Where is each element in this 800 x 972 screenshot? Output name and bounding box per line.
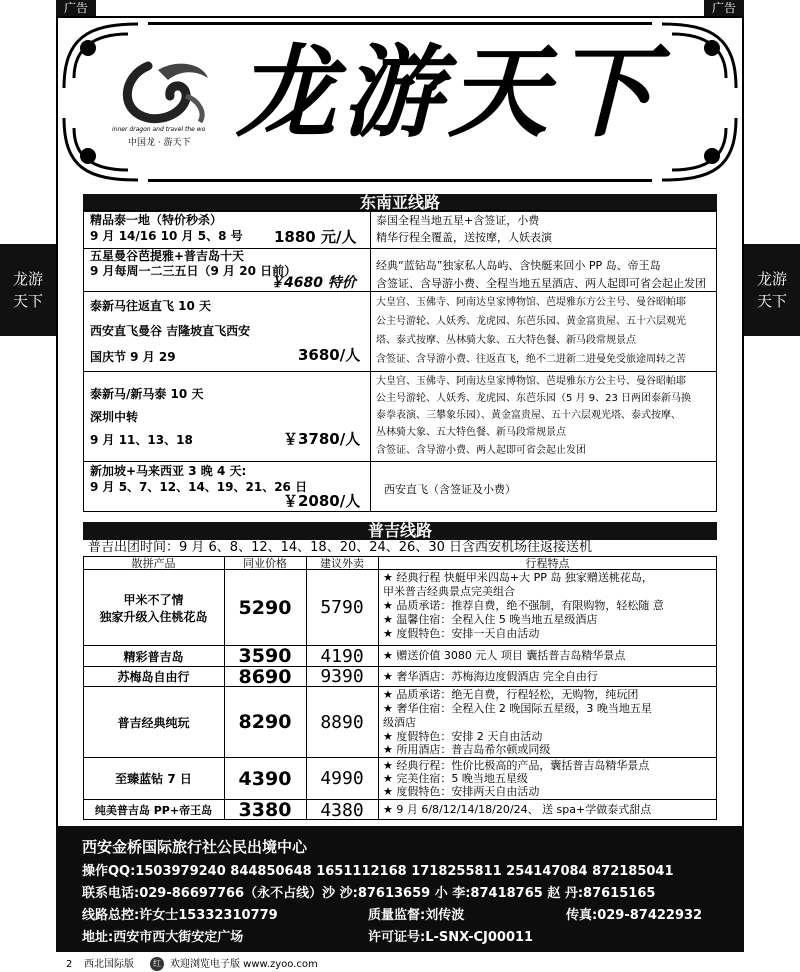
product-name: 苏梅岛自由行 <box>117 670 190 684</box>
contact-panel <box>56 826 744 952</box>
phuket-section-title: 普吉线路 <box>83 522 717 540</box>
feature-line: ★ 奢华住宿：全程入住 2 晚国际五星级，3 晚当地五星 <box>383 702 652 715</box>
route-detail: 经典“蓝钻岛”独家私人岛屿、含快艇来回小 PP 岛、帝王岛 <box>376 259 661 272</box>
route-dates: 9 月 14/16 10 月 5、8 号 <box>90 229 243 243</box>
feature-line: ★ 9 月 6/8/12/14/18/20/24、 送 spa+学做泰式甜点 <box>383 803 652 816</box>
fax-line: 传真:029-87422932 <box>566 908 703 923</box>
qq-line: 操作QQ:1503979240 844850648 1651112168 1718255811 254147084 872185041 <box>82 864 674 879</box>
row-divider <box>83 371 717 372</box>
side-tab-line: 天下 <box>12 292 43 310</box>
trade-price: 8290 <box>238 711 292 733</box>
route-detail: 丛林骑大象、五大特色餐、新马段常规景点 <box>376 427 566 438</box>
route-subtitle: 西安直飞曼谷 吉隆坡直飞西安 <box>90 324 251 338</box>
dragon-logo-icon <box>108 56 218 128</box>
row-divider <box>83 291 717 292</box>
route-name: 泰新马/新马泰 10 天 <box>90 387 204 401</box>
ornament-dot <box>704 148 720 164</box>
retail-price: 4190 <box>320 645 364 667</box>
retail-price: 8890 <box>320 711 364 733</box>
ornament-dot <box>704 40 720 56</box>
trade-price: 4390 <box>238 767 292 790</box>
feature-line: ★ 度假特色：安排一天自由活动 <box>383 627 540 640</box>
side-tab-right <box>744 244 800 336</box>
ornament-rule <box>148 179 652 182</box>
route-name: 五星曼谷芭提雅+普吉岛十天 <box>90 249 245 263</box>
logo-subtitle-en: inner dragon and travel the wo <box>112 126 206 133</box>
product-name-line: 独家升级入住桃花岛 <box>99 609 208 624</box>
feature-line: ★ 奢华酒店：苏梅海边度假酒店 完全自由行 <box>383 670 598 683</box>
edition-label: 西北国际版 <box>84 959 134 970</box>
edition-badge-icon: 红 <box>150 957 164 971</box>
trade-price: 3590 <box>238 645 292 667</box>
route-detail: 精华行程全覆盖，送按摩，人妖表演 <box>376 231 552 244</box>
ad-tag-left: 广告 <box>56 0 96 16</box>
retail-price: 4380 <box>320 799 364 821</box>
departure-note: 普吉出团时间：9 月 6、8、12、14、18、20、24、26、30 日含西安机场往返接送机 <box>88 540 593 555</box>
feature-line: ★ 经典行程：性价比极高的产品，囊括普吉岛精华景点 <box>383 759 650 772</box>
route-detail: 大皇宫、玉佛寺、阿南达皇家博物馆、芭堤雅东方公主号、曼谷昭帕耶 <box>376 376 686 387</box>
ornament-dot <box>80 148 96 164</box>
route-dates: 9 月 5、7、12、14、19、21、26 日 <box>90 480 308 494</box>
col-divider <box>378 556 379 820</box>
page-title: 龙游天下 <box>236 33 660 151</box>
route-detail: 公主号游轮、人妖秀、龙虎园、东芭乐园（5 月 9、23 日两团泰新马换 <box>376 393 691 404</box>
route-price: ￥2080/人 <box>283 492 361 510</box>
route-subtitle: 深圳中转 <box>90 410 139 424</box>
page-number: 2 <box>66 959 73 970</box>
trade-price: 8690 <box>238 665 292 688</box>
product-name: 精彩普吉岛 <box>123 649 184 664</box>
route-price: ￥3780/人 <box>283 430 361 448</box>
feature-line: ★ 所用酒店：普吉岛希尔顿或同级 <box>383 743 551 756</box>
product-name-line: 甲米不了情 <box>123 592 184 607</box>
row-divider <box>83 461 717 462</box>
route-name: 泰新马往返直飞 10 天 <box>90 299 212 313</box>
address-line: 地址:西安市西大街安定广场 <box>82 930 244 945</box>
product-name: 至臻蓝钻 7 日 <box>115 772 192 786</box>
feature-line: ★ 品质承诺：推荐自费，绝不强制，有限购物，轻松随 意 <box>383 599 664 612</box>
side-tab-line: 天下 <box>756 292 787 310</box>
sea-section-title: 东南亚线路 <box>83 194 717 212</box>
col-header-product: 散拼产品 <box>131 557 176 570</box>
ornament-dot <box>80 40 96 56</box>
manager-line: 线路总控:许女士15332310779 <box>82 908 278 923</box>
route-detail: 含签证、含导游小费、往返直飞，绝不二进新二进曼免受旅途周转之苦 <box>376 354 686 365</box>
product-name: 纯美普吉岛 PP+帝王岛 <box>94 804 213 817</box>
route-price: ￥4680 特价 <box>270 275 356 291</box>
logo-subtitle-cn: 中国龙 · 游天下 <box>128 138 191 148</box>
route-dates: 9 月 11、13、18 <box>90 433 193 447</box>
route-detail: 含签证、含导游小费、全程当地五星酒店、两人起即可省会起止发团 <box>376 277 706 290</box>
route-name: 新加坡+马来西亚 3 晚 4 天: <box>90 464 247 478</box>
side-tab-line: 龙游 <box>756 270 787 288</box>
route-price: 3680/人 <box>298 346 361 364</box>
ornament-rule <box>148 22 652 25</box>
trade-price: 3380 <box>238 799 292 821</box>
route-detail: 西安直飞（含签证及小费） <box>384 483 516 496</box>
route-dates: 9 月每周一二三五日（9 月 20 日前） <box>90 264 297 278</box>
route-name: 精品泰一地（特价秒杀） <box>90 213 223 227</box>
phone-line: 联系电话:029-86697766（永不占线）沙 沙:87613659 小 李:87418765 赵 丹:87615165 <box>82 886 656 901</box>
feature-line: ★ 温馨住宿：全程入住 5 晚当地五星级酒店 <box>383 613 598 626</box>
product-name <box>83 570 224 645</box>
route-detail: 泰国全程当地五星+含签证，小费 <box>376 214 540 227</box>
col-header-retail-price: 建议外卖 <box>320 557 364 570</box>
company-name: 西安金桥国际旅行社公民出境中心 <box>82 838 308 856</box>
col-header-trade-price: 同业价格 <box>243 557 287 570</box>
retail-price: 4990 <box>320 768 364 789</box>
route-detail: 大皇宫、玉佛寺、阿南达皇家博物馆、芭堤雅东方公主号、曼谷昭帕耶 <box>376 297 686 308</box>
route-detail: 塔、泰式按摩、丛林骑大象、五大特色餐、新马段常规景点 <box>376 335 636 346</box>
product-name: 普吉经典纯玩 <box>117 715 190 730</box>
feature-line: ★ 度假特色：安排两天自由活动 <box>383 785 540 798</box>
feature-line: ★ 完美住宿：5 晚当地五星级 <box>383 772 528 785</box>
col-header-features: 行程特点 <box>525 557 570 570</box>
feature-line: ★ 度假特色：安排 2 天自由活动 <box>383 730 543 743</box>
feature-line: ★ 经典行程 快艇甲米四岛+大 PP 岛 独家赠送桃花岛， <box>383 571 653 584</box>
feature-line: ★ 赠送价值 3080 元人 项目 囊括普吉岛精华景点 <box>383 649 626 662</box>
license-line: 许可证号:L-SNX-CJ00011 <box>368 930 534 945</box>
route-detail: 含签证、含导游小费、两人起即可省会起止发团 <box>376 445 586 456</box>
feature-line: 甲米普吉经典景点完美组合 <box>383 585 515 598</box>
route-detail: 泰拳表演、三攀象乐园）、黄金富贵屋、五十六层观光塔、泰式按摩、 <box>376 410 681 421</box>
retail-price: 9390 <box>320 666 364 687</box>
sea-col-divider <box>370 210 371 512</box>
feature-line: 级酒店 <box>383 716 416 729</box>
retail-price: 5790 <box>320 597 364 618</box>
side-tab-line: 龙游 <box>12 270 43 288</box>
route-price: 1880 元/人 <box>274 228 357 246</box>
route-dates: 国庆节 9 月 29 <box>90 350 176 364</box>
route-detail: 公主号游轮、人妖秀、龙虎园、东芭乐园、黄金富贵屋、五十六层观光 <box>376 316 686 327</box>
trade-price: 5290 <box>238 596 292 619</box>
feature-line: ★ 品质承诺：绝无自费，行程轻松，无购物，纯玩团 <box>383 688 639 701</box>
footer-website: 欢迎浏览电子版 www.zyoo.com <box>170 959 318 970</box>
ad-tag-right: 广告 <box>704 0 744 16</box>
supervisor-line: 质量监督:刘传波 <box>368 908 465 923</box>
side-tab-left <box>0 244 56 336</box>
